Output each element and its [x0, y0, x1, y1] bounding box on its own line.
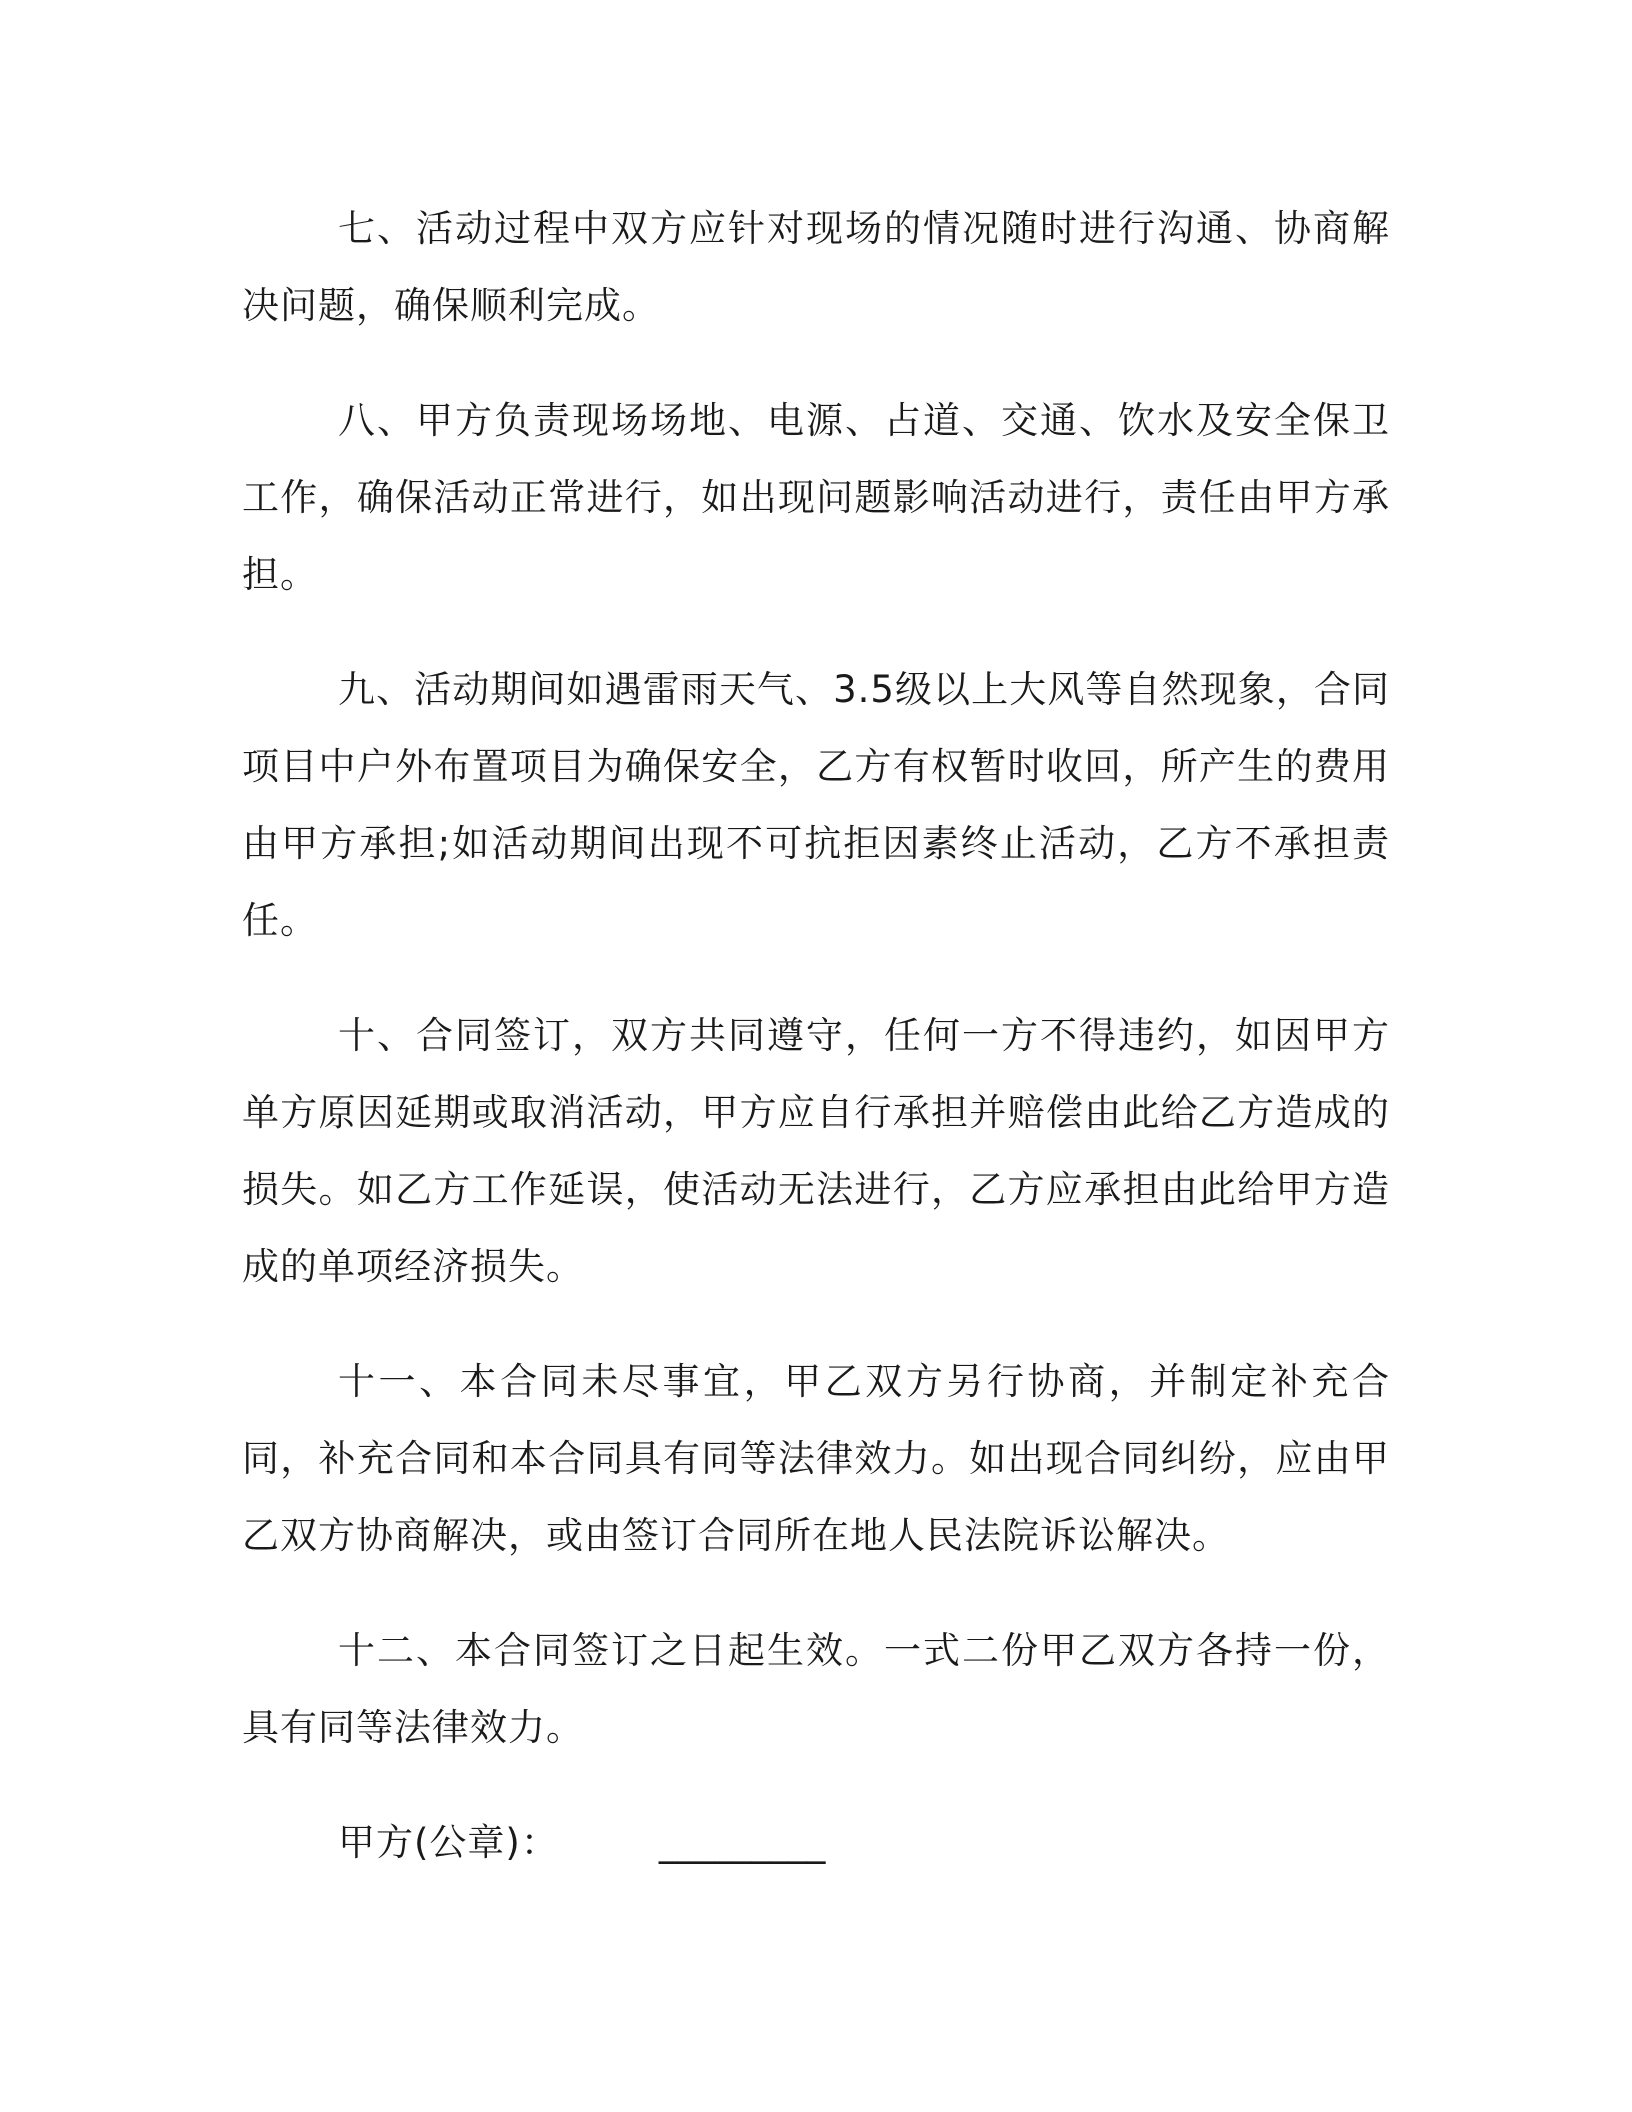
party-a-seal-blank: _________ — [658, 1821, 826, 1864]
contract-body — [242, 190, 1390, 1881]
clause-9: 九、活动期间如遇雷雨天气、3.5级以上大风等自然现象，合同项目中户外布置项目为确保安全，乙方有权暂时收回，所产生的费用由甲方承担;如活动期间出现不可抗拒因素终止活动，乙方不承担责任。 — [242, 668, 1390, 942]
party-a-signature-line — [242, 1804, 1390, 1881]
clause-12: 十二、本合同签订之日起生效。一式二份甲乙双方各持一份，具有同等法律效力。 — [242, 1629, 1390, 1749]
clause-8: 八、甲方负责现场场地、电源、占道、交通、饮水及安全保卫工作，确保活动正常进行，如出现问题影响活动进行，责任由甲方承担。 — [242, 399, 1390, 596]
clause-7: 七、活动过程中双方应针对现场的情况随时进行沟通、协商解决问题，确保顺利完成。 — [242, 207, 1390, 327]
party-a-seal-label: 甲方(公章)： — [338, 1821, 559, 1864]
clause-11: 十一、本合同未尽事宜，甲乙双方另行协商，并制定补充合同，补充合同和本合同具有同等法律效力。如出现合同纠纷，应由甲乙双方协商解决，或由签订合同所在地人民法院诉讼解决。 — [242, 1360, 1390, 1557]
clause-10: 十、合同签订，双方共同遵守，任何一方不得违约，如因甲方单方原因延期或取消活动，甲方应自行承担并赔偿由此给乙方造成的损失。如乙方工作延误，使活动无法进行，乙方应承担由此给甲方造成的单项经济损失。 — [242, 1014, 1390, 1288]
